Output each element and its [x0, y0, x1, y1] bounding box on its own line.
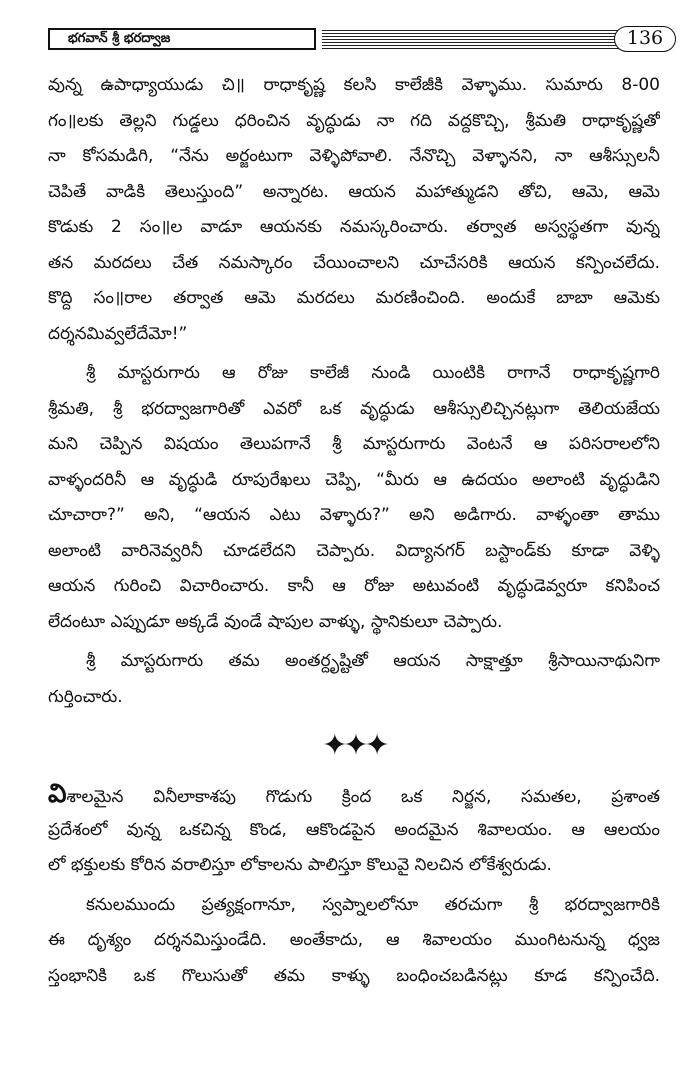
running-title: భగవాన్ శ్రీ భరద్వాజ — [48, 28, 316, 50]
paragraph-1 — [48, 68, 660, 352]
text-line: ప్రదేశంలో వున్న ఒకచిన్న కొండ, ఆకొండపైన అందమైన శివాలయం. ఆ ఆలయం — [48, 819, 660, 840]
text-line-content: శాలమైన వినీలాకాశపు గొడుగు క్రింద ఒక నిర్జన, సమతల, ప్రశాంత — [66, 787, 660, 807]
text-line: లేదంటూ ఎప్పుడూ అక్కడే వుండే షాపుల వాళ్ళు, స్థానికులూ చెప్పారు. — [48, 611, 503, 632]
text-line: చెపితే వాడికి తెలుస్తుంది” అన్నారట. ఆయన మహాత్ముడని తోచి, ఆమె, ఆమె — [48, 181, 660, 202]
paragraph-2 — [48, 356, 660, 640]
text-line: లో భక్తులకు కోరిన వరాలిస్తూ లోకాలను పాలిస్తూ కొలువై నిలచిన లోకేశ్వరుడు. — [48, 855, 552, 875]
page-number: 136 — [614, 26, 676, 52]
body-text — [48, 68, 660, 994]
text-line: గుర్తించారు. — [48, 686, 123, 707]
text-line: వున్న ఉపాధ్యాయుడు చి॥ రాధాకృష్ణ కలసి కాలేజీకి వెళ్ళాము. సుమారు 8-00 — [48, 75, 660, 95]
text-line: శ్రీ మాస్టరుగారు తమ అంతర్దృష్టితో ఆయన సాక్షాత్తూ శ్రీసాయినాథునిగా — [86, 651, 660, 671]
text-line: వాళ్ళందరినీ ఆ వృద్ధుడి రూపురేఖలు చెప్పి, “మీరు ఆ ఉదయం అలాంటి వృద్ధుడిని — [48, 469, 660, 490]
text-line: చూచారా?” అని, “ఆయన ఎటు వెళ్ళారు?” అని అడిగారు. వాళ్ళంతా తాము — [48, 505, 660, 525]
text-line: నా కోసమడిగి, “నేను అర్జంటుగా వెళ్ళిపోవాలి. నేనొచ్చి వెళ్ళానని, నా ఆశీస్సులనీ — [48, 146, 660, 166]
text-line: కనులముందు ప్రత్యక్షంగానూ, స్వప్నాలలోనూ తరచుగా శ్రీ భరద్వాజగారికి — [86, 894, 660, 915]
text-line: స్తంభానికి ఒక గొలుసుతో తమ కాళ్ళు బంధించబడినట్లు కూడ కన్పించేది. — [48, 965, 660, 986]
paragraph-5 — [48, 888, 660, 995]
text-line: కొద్ది సం॥రాల తర్వాత ఆమె మరదలు మరణించింది. అందుకే బాబా ఆమెకు — [48, 288, 660, 308]
paragraph-4 — [48, 777, 660, 884]
text-line: గం॥లకు తెల్లని గుడ్డలు ధరించిన వృద్ధుడు నా గది వద్దకొచ్చి, శ్రీమతి రాధాకృష్ణతో — [48, 110, 660, 131]
text-line: అలాంటి వారినెవ్వరినీ చూడలేదని చెప్పారు. విద్యానగర్ బస్టాండ్‌కు కూడా వెళ్ళి — [48, 540, 660, 561]
drop-cap: వి — [48, 779, 67, 809]
text-line: మని చెప్పిన విషయం తెలుపగానే శ్రీ మాస్టరుగారు వెంటనే ఆ పరిసరాలలోని — [48, 434, 660, 454]
page-header — [48, 26, 664, 56]
text-line: ఈ దృశ్యం దర్శనమిస్తుండేది. అంతేకాదు, ఆ శివాలయం ముంగిటనున్న ధ్వజ — [48, 930, 660, 950]
text-line: శ్రీమతి, శ్రీ భరద్వాజగారితో ఎవరో ఒక వృద్ధుడు ఆశీస్సులిచ్చినట్లుగా తెలియజేయ — [48, 398, 660, 419]
text-line — [48, 777, 660, 813]
text-line: కొడుకు 2 సం॥ల వాడూ ఆయనకు నమస్కరించారు. తర్వాత అస్వస్థతగా వున్న — [48, 217, 660, 237]
text-line: దర్శనమివ్వలేదేమో!” — [48, 323, 188, 344]
text-line: శ్రీ మాస్టరుగారు ఆ రోజు కాలేజీ నుండి యింటికి రాగానే రాధాకృష్ణగారి — [86, 363, 660, 383]
text-line: తన మరదలు చేత నమస్కారం చేయించాలని చూచేసరికి ఆయన కన్పించలేదు. — [48, 252, 660, 273]
paragraph-3 — [48, 644, 660, 715]
header-rules — [322, 30, 658, 50]
section-ornament: ✦✦✦ — [322, 728, 386, 763]
text-line: ఆయన గురించి విచారించారు. కానీ ఆ రోజు అటువంటి వృద్ధుడెవ్వరూ కనిపించ — [48, 576, 660, 596]
